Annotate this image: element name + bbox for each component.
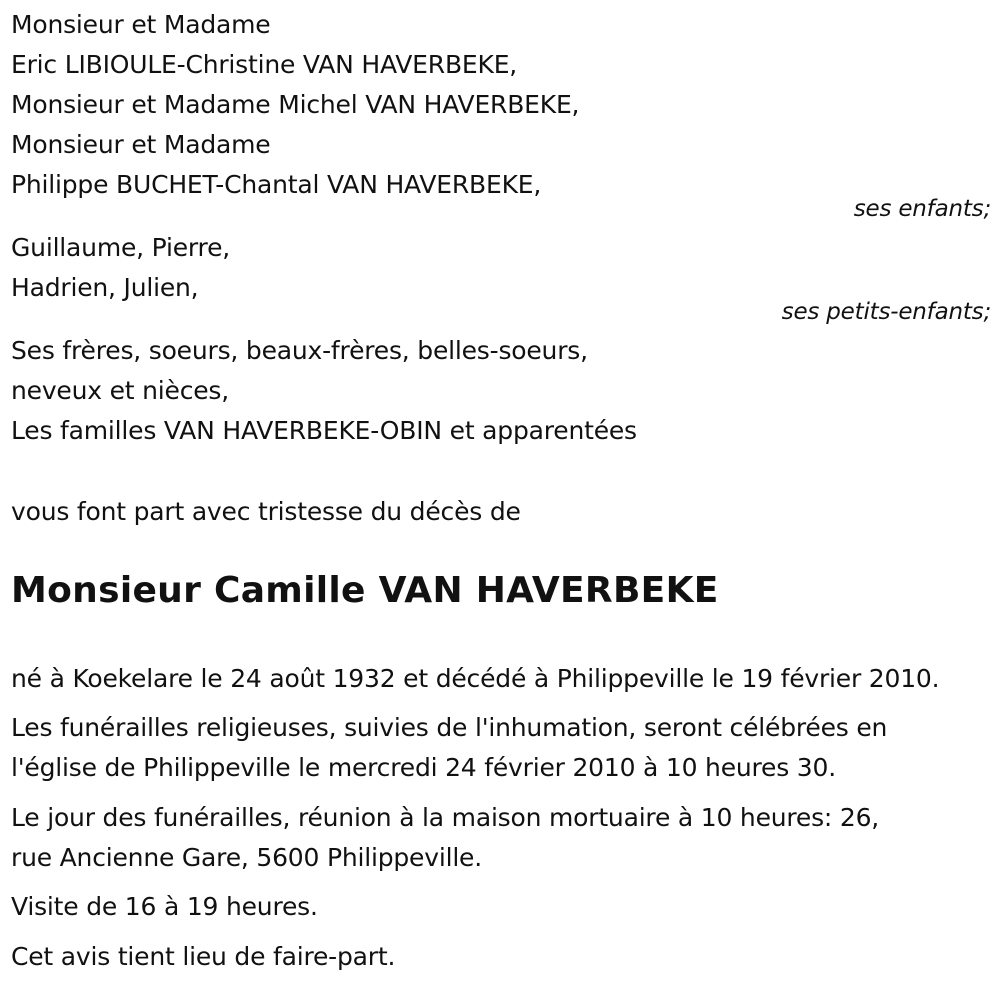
notice-line: Cet avis tient lieu de faire-part.	[11, 942, 396, 971]
children-line-1: Monsieur et Madame	[11, 10, 271, 39]
children-line-5: Philippe BUCHET-Chantal VAN HAVERBEKE,	[11, 170, 542, 199]
gathering-line-1: Le jour des funérailles, réunion à la maison mortuaire à 10 heures: 26,	[11, 803, 880, 832]
funeral-line-1: Les funérailles religieuses, suivies de l'inhumation, seront célébrées en	[11, 713, 888, 742]
funeral-line-2: l'église de Philippeville le mercredi 24 février 2010 à 10 heures 30.	[11, 753, 836, 782]
children-line-4: Monsieur et Madame	[11, 130, 271, 159]
birth-death-line: né à Koekelare le 24 août 1932 et décédé à Philippeville le 19 février 2010.	[11, 664, 940, 693]
grandchildren-line-2: Hadrien, Julien,	[11, 273, 199, 302]
family-line-1: Ses frères, soeurs, beaux-frères, belles-soeurs,	[11, 336, 588, 365]
family-line-2: neveux et nièces,	[11, 376, 229, 405]
announcement: vous font part avec tristesse du décès de	[11, 497, 521, 526]
grandchildren-line-1: Guillaume, Pierre,	[11, 233, 230, 262]
children-relation: ses enfants;	[853, 196, 991, 222]
deceased-name: Monsieur Camille VAN HAVERBEKE	[11, 570, 719, 611]
children-line-3: Monsieur et Madame Michel VAN HAVERBEKE,	[11, 90, 580, 119]
children-line-2: Eric LIBIOULE-Christine VAN HAVERBEKE,	[11, 50, 518, 79]
gathering-line-2: rue Ancienne Gare, 5600 Philippeville.	[11, 843, 482, 872]
visit-line: Visite de 16 à 19 heures.	[11, 892, 318, 921]
grandchildren-relation: ses petits-enfants;	[781, 299, 991, 325]
family-line-3: Les familles VAN HAVERBEKE-OBIN et apparentées	[11, 416, 637, 445]
